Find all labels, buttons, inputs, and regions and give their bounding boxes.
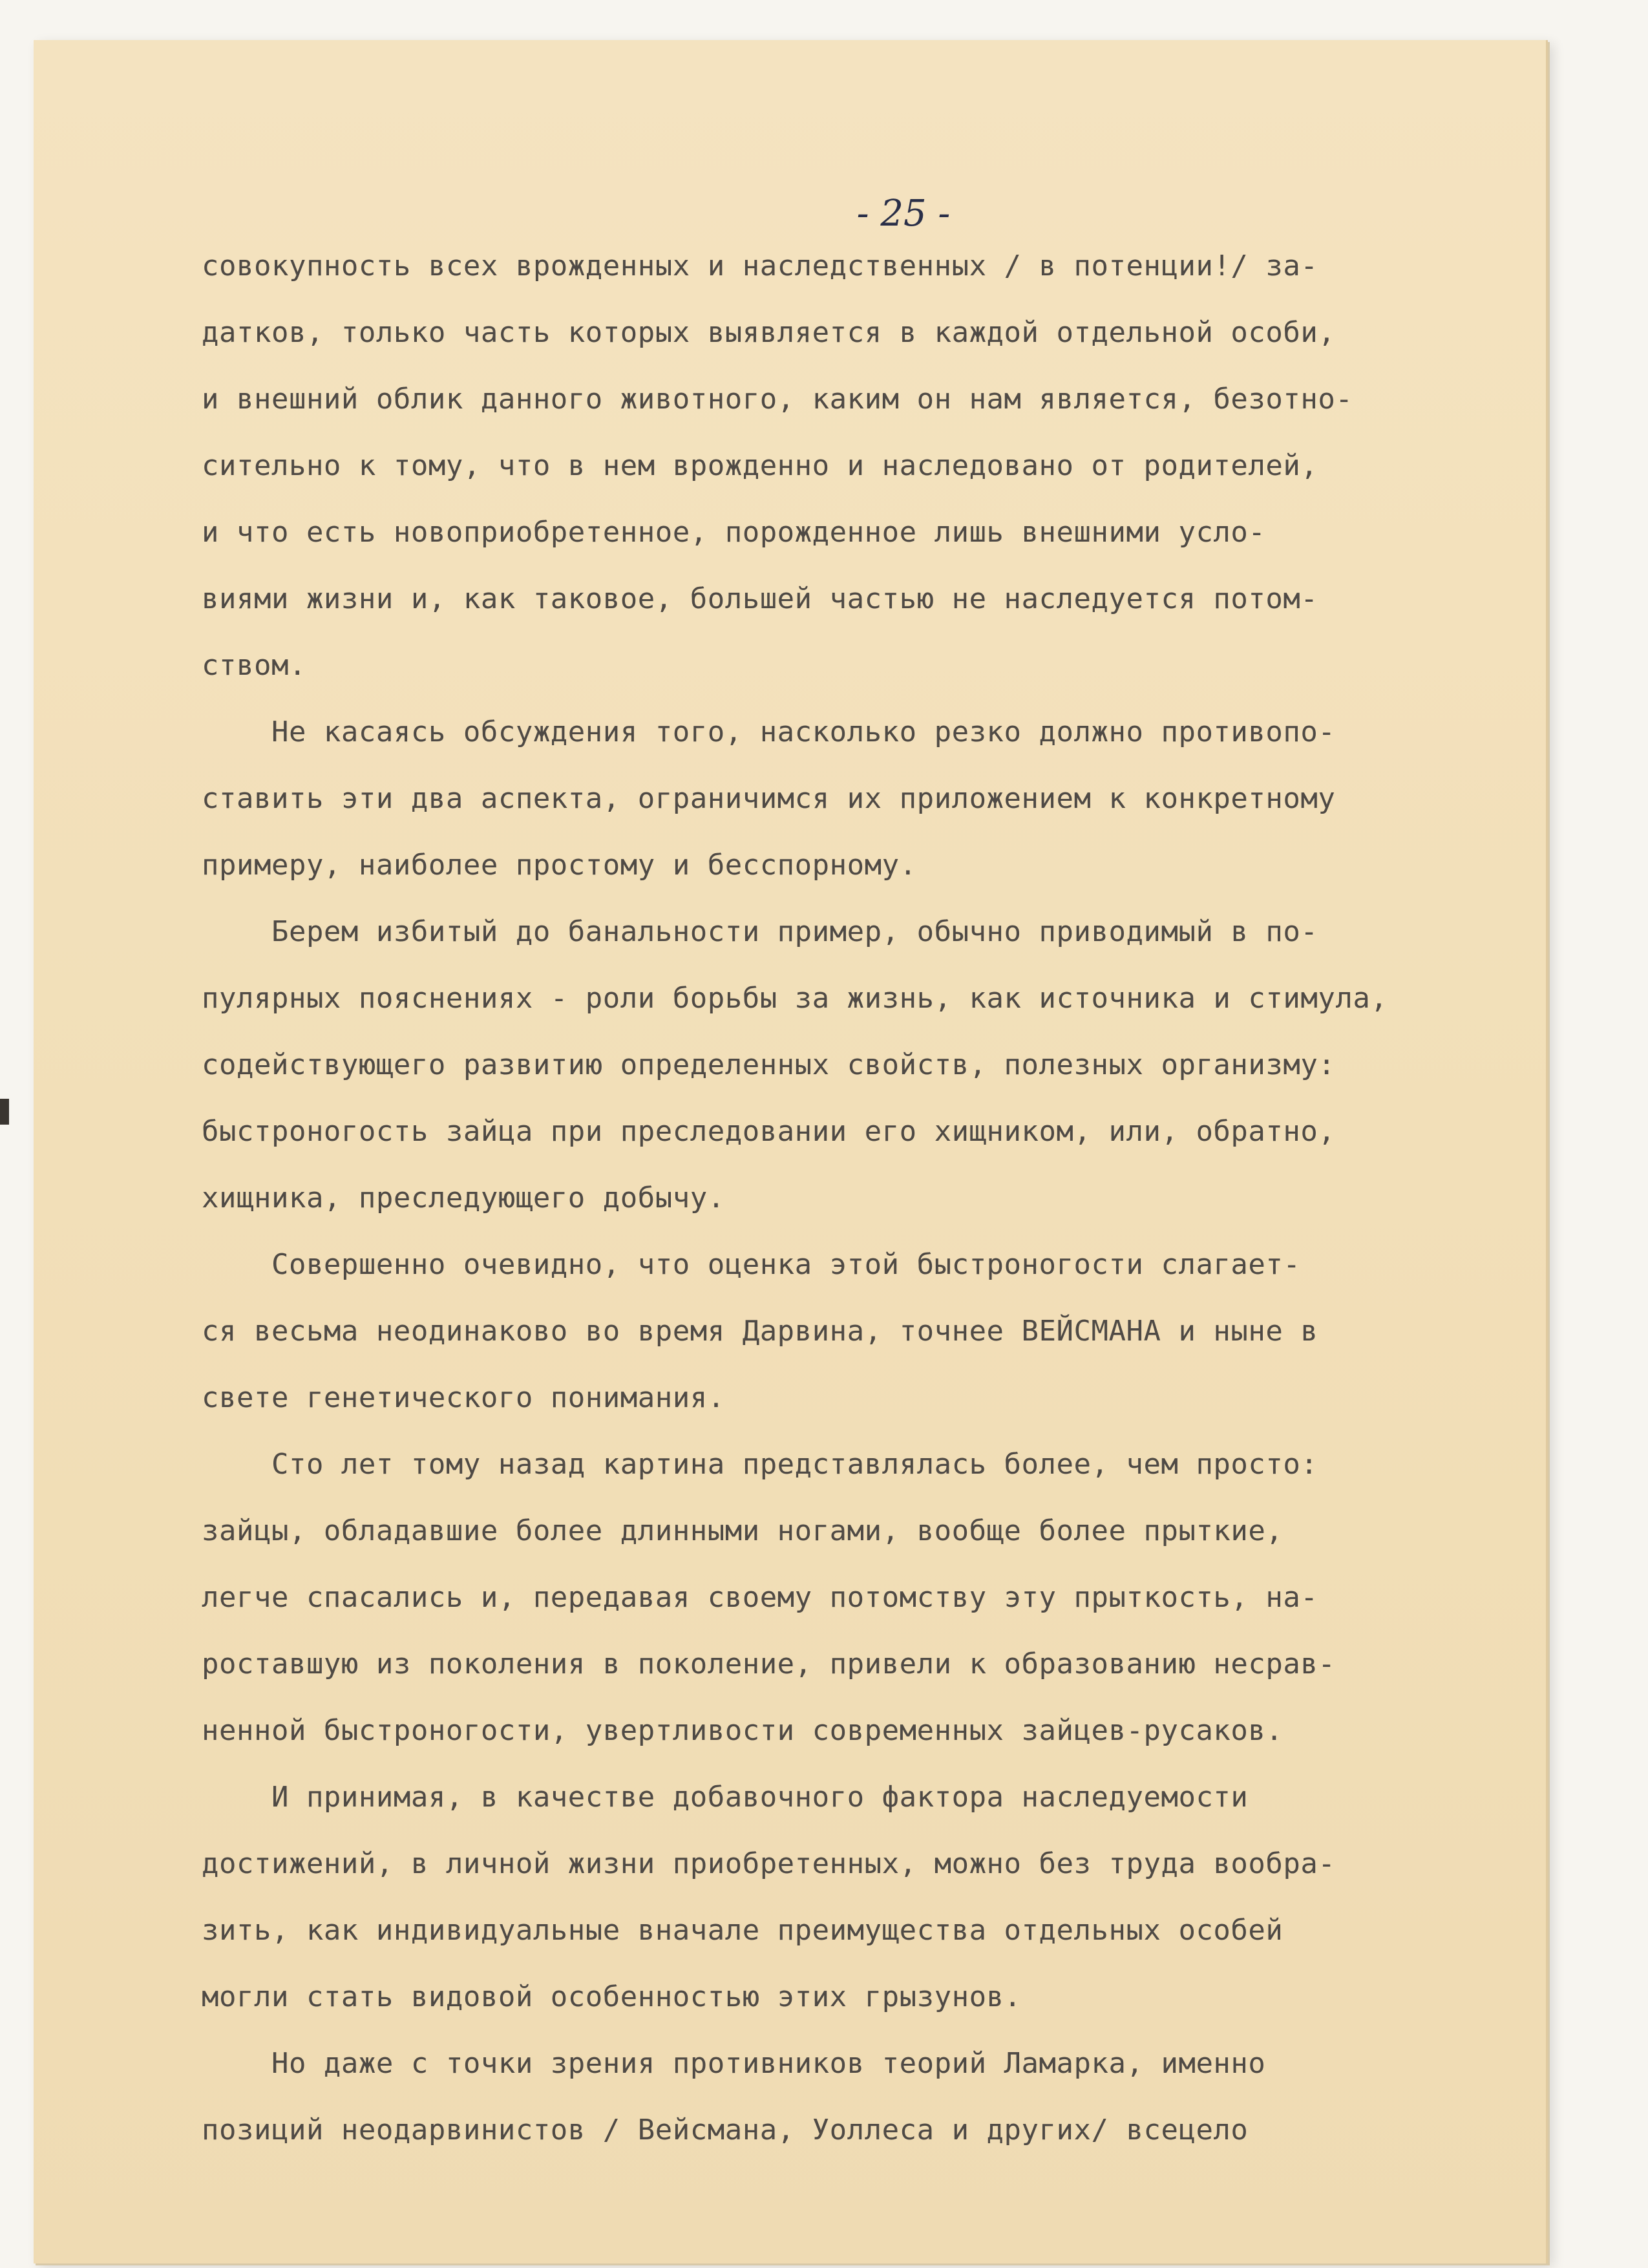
- text-line: совокупность всех врожденных и наследственных / в потенции!/ за-: [202, 249, 1318, 282]
- text-line: виями жизни и, как таковое, большей частью не наследуется потом-: [202, 582, 1318, 615]
- text-line: зайцы, обладавшие более длинными ногами, вообще более прыткие,: [202, 1514, 1284, 1547]
- text-line: Совершенно очевидно, что оценка этой быстроногости слагает-: [202, 1248, 1301, 1281]
- text-line: ством.: [202, 649, 306, 682]
- page-number: - 25 -: [856, 193, 951, 235]
- text-line: позиций неодарвинистов / Вейсмана, Уоллеса и других/ всецело: [202, 2114, 1249, 2146]
- text-line: и что есть новоприобретенное, порожденное лишь внешними усло-: [202, 516, 1266, 549]
- body-text: [202, 233, 1546, 2163]
- margin-mark: [0, 1099, 9, 1125]
- text-line: сительно к тому, что в нем врожденно и наследовано от родителей,: [202, 449, 1318, 482]
- text-line: ставить эти два аспекта, ограничимся их приложением к конкретному: [202, 782, 1336, 815]
- text-line: свете генетического понимания.: [202, 1381, 725, 1414]
- text-line: Берем избитый до банальности пример, обычно приводимый в по-: [202, 915, 1318, 948]
- text-line: Но даже с точки зрения противников теорий Ламарка, именно: [202, 2047, 1266, 2080]
- text-line: ся весьма неодинаково во время Дарвина, точнее ВЕЙСМАНА и ныне в: [202, 1315, 1318, 1348]
- text-line: примеру, наиболее простому и бесспорному.: [202, 849, 917, 882]
- text-line: Не касаясь обсуждения того, насколько резко должно противопо-: [202, 715, 1336, 748]
- text-line: легче спасались и, передавая своему потомству эту прыткость, на-: [202, 1581, 1318, 1614]
- text-line: хищника, преследующего добычу.: [202, 1182, 725, 1214]
- text-line: И принимая, в качестве добавочного фактора наследуемости: [202, 1781, 1249, 1814]
- text-line: датков, только часть которых выявляется в каждой отдельной особи,: [202, 316, 1336, 349]
- text-line: роставшую из поколения в поколение, привели к образованию несрав-: [202, 1648, 1336, 1680]
- text-line: и внешний облик данного животного, каким он нам является, безотно-: [202, 383, 1353, 416]
- text-line: содействующего развитию определенных свойств, полезных организму:: [202, 1048, 1336, 1081]
- text-line: Сто лет тому назад картина представлялась более, чем просто:: [202, 1448, 1318, 1481]
- text-line: зить, как индивидуальные вначале преимущества отдельных особей: [202, 1914, 1284, 1947]
- text-line: быстроногость зайца при преследовании его хищником, или, обратно,: [202, 1115, 1336, 1148]
- text-line: ненной быстроногости, увертливости современных зайцев-русаков.: [202, 1714, 1284, 1747]
- text-line: могли стать видовой особенностью этих грызунов.: [202, 1980, 1022, 2013]
- text-line: пулярных пояснениях - роли борьбы за жизнь, как источника и стимула,: [202, 982, 1388, 1015]
- text-line: достижений, в личной жизни приобретенных, можно без труда вообра-: [202, 1847, 1336, 1880]
